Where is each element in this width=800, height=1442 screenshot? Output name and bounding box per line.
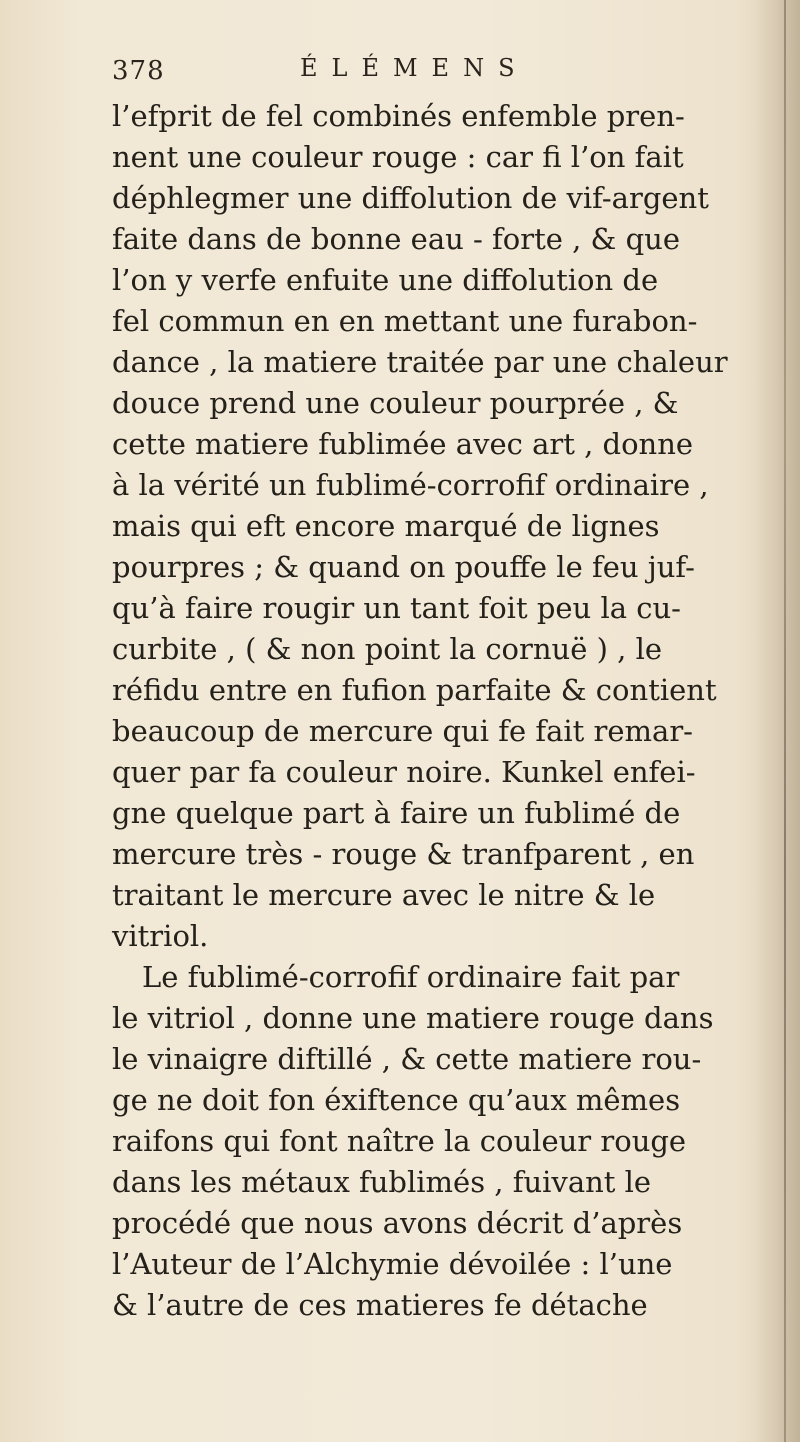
text-line: procédé que nous avons décrit d’après bbox=[112, 1206, 683, 1240]
body-text bbox=[112, 96, 762, 1326]
page-header bbox=[112, 42, 672, 96]
text-line: douce prend une couleur pourprée , & bbox=[112, 386, 679, 420]
text-line: & l’autre de ces matieres fe détache bbox=[112, 1288, 648, 1322]
text-line: vitriol. bbox=[112, 919, 209, 953]
text-line: curbite , ( & non point la cornuë ) , le bbox=[112, 632, 663, 666]
text-line: le vinaigre diftillé , & cette matiere rou- bbox=[112, 1042, 702, 1076]
text-line: mercure très - rouge & tranfparent , en bbox=[112, 837, 695, 871]
text-line: mais qui eft encore marqué de lignes bbox=[112, 509, 660, 543]
paragraph-start-line: Le fublimé-corrofif ordinaire fait par bbox=[142, 960, 680, 994]
text-line: raifons qui font naître la couleur rouge bbox=[112, 1124, 687, 1158]
text-line: l’Auteur de l’Alchymie dévoilée : l’une bbox=[112, 1247, 673, 1281]
text-line: pourpres ; & quand on pouffe le feu juf- bbox=[112, 550, 695, 584]
text-line: le vitriol , donne une matiere rouge dans bbox=[112, 1001, 714, 1035]
text-line: traitant le mercure avec le nitre & le bbox=[112, 878, 656, 912]
text-line: gne quelque part à faire un fublimé de bbox=[112, 796, 681, 830]
text-line: réfidu entre en fufion parfaite & contient bbox=[112, 673, 717, 707]
text-line: à la vérité un fublimé-corrofif ordinaire , bbox=[112, 468, 709, 502]
text-line: l’efprit de fel combinés enfemble pren- bbox=[112, 99, 685, 133]
page-number: 378 bbox=[112, 56, 165, 86]
text-line: l’on y verfe enfuite une diffolution de bbox=[112, 263, 659, 297]
text-line: déphlegmer une diffolution de vif-argent bbox=[112, 181, 709, 215]
text-line: beaucoup de mercure qui fe fait remar- bbox=[112, 714, 693, 748]
text-line: quer par fa couleur noire. Kunkel enfei- bbox=[112, 755, 696, 789]
text-line: ge ne doit fon éxiftence qu’aux mêmes bbox=[112, 1083, 681, 1117]
text-line: dance , la matiere traitée par une chaleur bbox=[112, 345, 728, 379]
text-line: dans les métaux fublimés , fuivant le bbox=[112, 1165, 652, 1199]
text-line: qu’à faire rougir un tant foit peu la cu- bbox=[112, 591, 681, 625]
text-line: cette matiere fublimée avec art , donne bbox=[112, 427, 694, 461]
text-line: nent une couleur rouge : car fi l’on fait bbox=[112, 140, 684, 174]
adjacent-page-edge bbox=[784, 0, 786, 1442]
running-title: ÉLÉMENS bbox=[300, 54, 529, 82]
text-line: fel commun en en mettant une furabon- bbox=[112, 304, 698, 338]
text-line: faite dans de bonne eau - forte , & que bbox=[112, 222, 680, 256]
